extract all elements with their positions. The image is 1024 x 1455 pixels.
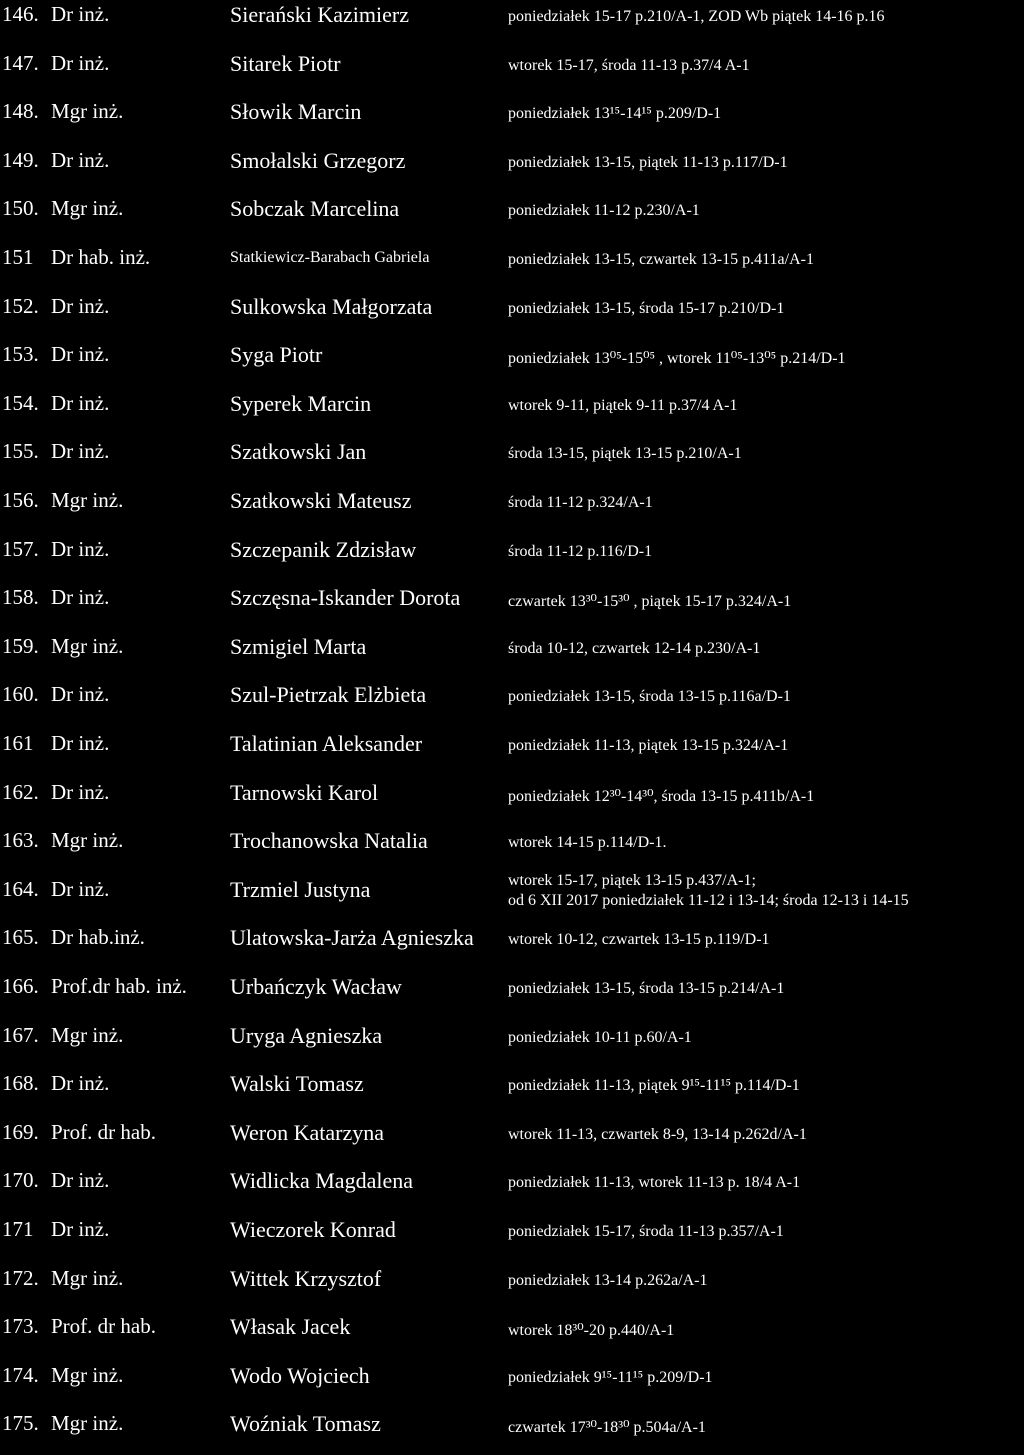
row-number: 165. — [2, 925, 39, 950]
academic-title: Mgr inż. — [51, 196, 124, 221]
academic-title: Dr inż. — [51, 1071, 110, 1096]
academic-title: Mgr inż. — [51, 828, 124, 853]
row-number: 174. — [2, 1362, 39, 1387]
academic-title: Dr inż. — [51, 585, 110, 610]
list-item — [0, 1314, 1024, 1354]
office-hours: poniedziałek 13-15, piątek 11-13 p.117/D-1 — [508, 153, 788, 171]
list-item — [0, 294, 1024, 334]
list-item — [0, 731, 1024, 771]
office-hours: środa 10-12, czwartek 12-14 p.230/A-1 — [508, 639, 761, 657]
list-item — [0, 1168, 1024, 1208]
office-hours: poniedziałek 15-17, środa 11-13 p.357/A-1 — [508, 1223, 784, 1240]
person-name: Widlicka Magdalena — [230, 1168, 413, 1194]
person-name: Syperek Marcin — [230, 390, 372, 416]
row-number: 159. — [2, 633, 39, 658]
person-name: Szul-Pietrzak Elżbieta — [230, 682, 427, 708]
office-hours: wtorek 10-12, czwartek 13-15 p.119/D-1 — [508, 931, 770, 949]
list-item — [0, 391, 1024, 431]
row-number: 172. — [2, 1265, 39, 1290]
list-item — [0, 488, 1024, 528]
person-name: Sierański Kazimierz — [230, 2, 409, 27]
list-item — [0, 537, 1024, 577]
academic-title: Prof. dr hab. — [51, 1314, 156, 1339]
office-hours: poniedziałek 13-15, czwartek 13-15 p.411a/A-1 — [508, 251, 814, 268]
person-name: Urbańczyk Wacław — [230, 974, 402, 999]
person-name: Weron Katarzyna — [230, 1119, 384, 1145]
office-hours: poniedziałek 13¹⁵-14¹⁵ p.209/D-1 — [508, 105, 722, 123]
row-number: 153. — [2, 342, 39, 367]
office-hours: czwartek 17³⁰-18³⁰ p.504a/A-1 — [508, 1419, 706, 1437]
office-hours: poniedziałek 15-17 p.210/A-1, ZOD Wb piątek 14-16 p.16 — [508, 8, 885, 25]
row-number: 155. — [2, 439, 39, 464]
person-name: Sulkowska Małgorzata — [230, 293, 433, 319]
academic-title: Dr inż. — [51, 536, 110, 561]
list-item — [0, 245, 1024, 285]
office-hours: poniedziałek 13-14 p.262a/A-1 — [508, 1271, 708, 1289]
row-number: 163. — [2, 828, 39, 853]
row-number: 167. — [2, 1022, 39, 1047]
row-number: 173. — [2, 1314, 39, 1339]
row-number: 160. — [2, 682, 39, 707]
academic-title: Dr inż. — [51, 1217, 110, 1241]
academic-title: Dr inż. — [51, 731, 110, 755]
office-hours: środa 11-12 p.116/D-1 — [508, 542, 653, 560]
office-hours: poniedziałek 13-15, środa 15-17 p.210/D-1 — [508, 299, 785, 317]
person-name: Szatkowski Jan — [230, 439, 367, 465]
person-name: Talatinian Aleksander — [230, 731, 423, 756]
office-hours: poniedziałek 13-15, środa 13-15 p.214/A-1 — [508, 980, 785, 997]
row-number: 168. — [2, 1071, 39, 1096]
list-item — [0, 780, 1024, 820]
list-item — [0, 1071, 1024, 1111]
list-item — [0, 871, 1024, 917]
list-item — [0, 1363, 1024, 1403]
list-item — [0, 196, 1024, 236]
office-hours: wtorek 15-17, środa 11-13 p.37/4 A-1 — [508, 56, 750, 74]
office-hours: środa 13-15, piątek 13-15 p.210/A-1 — [508, 445, 742, 463]
office-hours: wtorek 11-13, czwartek 8-9, 13-14 p.262d/A-1 — [508, 1125, 807, 1143]
row-number: 148. — [2, 99, 39, 124]
academic-title: Dr inż. — [51, 342, 110, 367]
office-hours: poniedziałek 13-15, środa 13-15 p.116a/D-1 — [508, 688, 791, 706]
row-number: 150. — [2, 196, 39, 221]
academic-title: Dr inż. — [51, 779, 110, 804]
person-name: Woźniak Tomasz — [230, 1411, 381, 1437]
academic-title: Mgr inż. — [51, 1265, 124, 1290]
person-name: Uryga Agnieszka — [230, 1022, 383, 1048]
office-hours: poniedziałek 11-13, piątek 13-15 p.324/A-1 — [508, 737, 789, 754]
list-item — [0, 148, 1024, 188]
list-item — [0, 585, 1024, 625]
academic-title: Dr inż. — [51, 876, 110, 901]
list-item — [0, 1217, 1024, 1257]
person-name: Własak Jacek — [230, 1314, 351, 1340]
office-hours: środa 11-12 p.324/A-1 — [508, 494, 653, 511]
academic-title: Dr hab.inż. — [51, 925, 145, 950]
row-number: 152. — [2, 293, 39, 318]
academic-title: Dr inż. — [51, 2, 110, 26]
office-hours: poniedziałek 12³⁰-14³⁰, środa 13-15 p.411b/A-1 — [508, 787, 815, 805]
academic-title: Dr inż. — [51, 439, 110, 464]
person-name: Wittek Krzysztof — [230, 1265, 382, 1291]
person-name: Wieczorek Konrad — [230, 1217, 396, 1242]
person-name: Statkiewicz-Barabach Gabriela — [230, 249, 430, 266]
office-hours: poniedziałek 11-13, wtorek 11-13 p. 18/4 A-1 — [508, 1174, 801, 1192]
academic-title: Mgr inż. — [51, 1022, 124, 1047]
person-name: Szczepanik Zdzisław — [230, 536, 417, 562]
academic-title: Mgr inż. — [51, 633, 124, 658]
person-name: Sitarek Piotr — [230, 50, 341, 76]
row-number: 154. — [2, 390, 39, 415]
person-name: Trochanowska Natalia — [230, 828, 428, 854]
office-hours-line: wtorek 15-17, piątek 13-15 p.437/A-1; — [508, 871, 756, 889]
row-number: 151 — [2, 245, 34, 269]
person-name: Słowik Marcin — [230, 99, 362, 125]
academic-title: Dr inż. — [51, 390, 110, 415]
academic-title: Dr inż. — [51, 147, 110, 172]
row-number: 157. — [2, 536, 39, 561]
person-name: Szatkowski Mateusz — [230, 488, 412, 513]
person-name: Syga Piotr — [230, 342, 323, 368]
person-name: Walski Tomasz — [230, 1071, 364, 1097]
list-item — [0, 1266, 1024, 1306]
row-number: 156. — [2, 488, 39, 512]
row-number: 166. — [2, 974, 39, 998]
person-name: Sobczak Marcelina — [230, 196, 400, 222]
office-hours: wtorek 18³⁰-20 p.440/A-1 — [508, 1322, 675, 1340]
office-hours — [508, 871, 909, 911]
row-number: 171 — [2, 1217, 34, 1241]
office-hours: wtorek 9-11, piątek 9-11 p.37/4 A-1 — [508, 396, 738, 414]
person-name: Tarnowski Karol — [230, 779, 379, 805]
academic-title: Dr inż. — [51, 682, 110, 707]
list-item — [0, 925, 1024, 965]
office-hours: poniedziałek 13⁰⁵-15⁰⁵ , wtorek 11⁰⁵-13⁰⁵ p.214/D-1 — [508, 350, 846, 368]
list-item — [0, 439, 1024, 479]
person-name: Trzmiel Justyna — [230, 876, 371, 902]
list-item — [0, 99, 1024, 139]
office-hours: wtorek 14-15 p.114/D-1. — [508, 834, 667, 852]
row-number: 161 — [2, 731, 34, 755]
academic-title: Mgr inż. — [51, 1362, 124, 1387]
list-item — [0, 828, 1024, 868]
list-item — [0, 342, 1024, 382]
row-number: 175. — [2, 1411, 39, 1436]
list-item — [0, 634, 1024, 674]
academic-title: Prof. dr hab. — [51, 1119, 156, 1144]
person-name: Ulatowska-Jarża Agnieszka — [230, 925, 474, 951]
row-number: 147. — [2, 50, 39, 75]
academic-title: Mgr inż. — [51, 488, 124, 512]
office-hours: czwartek 13³⁰-15³⁰ , piątek 15-17 p.324/A-1 — [508, 593, 792, 611]
row-number: 170. — [2, 1168, 39, 1193]
row-number: 158. — [2, 585, 39, 610]
list-item — [0, 1023, 1024, 1063]
office-hours-line: od 6 XII 2017 poniedziałek 11-12 i 13-14; środa 12-13 i 14-15 — [508, 891, 909, 909]
academic-title: Dr inż. — [51, 293, 110, 318]
list-item — [0, 1120, 1024, 1160]
office-hours: poniedziałek 11-13, piątek 9¹⁵-11¹⁵ p.114/D-1 — [508, 1077, 800, 1095]
list-item — [0, 974, 1024, 1014]
row-number: 149. — [2, 147, 39, 172]
office-hours: poniedziałek 9¹⁵-11¹⁵ p.209/D-1 — [508, 1368, 713, 1386]
row-number: 169. — [2, 1119, 39, 1144]
academic-title: Dr inż. — [51, 50, 110, 75]
list-item — [0, 1411, 1024, 1451]
academic-title: Prof.dr hab. inż. — [51, 974, 187, 998]
office-hours: poniedziałek 10-11 p.60/A-1 — [508, 1028, 692, 1046]
list-item — [0, 2, 1024, 42]
academic-title: Dr inż. — [51, 1168, 110, 1193]
academic-title: Mgr inż. — [51, 99, 124, 124]
office-hours: poniedziałek 11-12 p.230/A-1 — [508, 202, 700, 220]
row-number: 146. — [2, 2, 39, 26]
list-item — [0, 682, 1024, 722]
row-number: 162. — [2, 779, 39, 804]
person-name: Wodo Wojciech — [230, 1362, 370, 1388]
row-number: 164. — [2, 876, 39, 901]
list-item — [0, 51, 1024, 91]
academic-title: Dr hab. inż. — [51, 245, 151, 269]
person-name: Szmigiel Marta — [230, 633, 367, 659]
person-name: Smołalski Grzegorz — [230, 147, 406, 173]
academic-title: Mgr inż. — [51, 1411, 124, 1436]
person-name: Szczęsna-Iskander Dorota — [230, 585, 461, 611]
